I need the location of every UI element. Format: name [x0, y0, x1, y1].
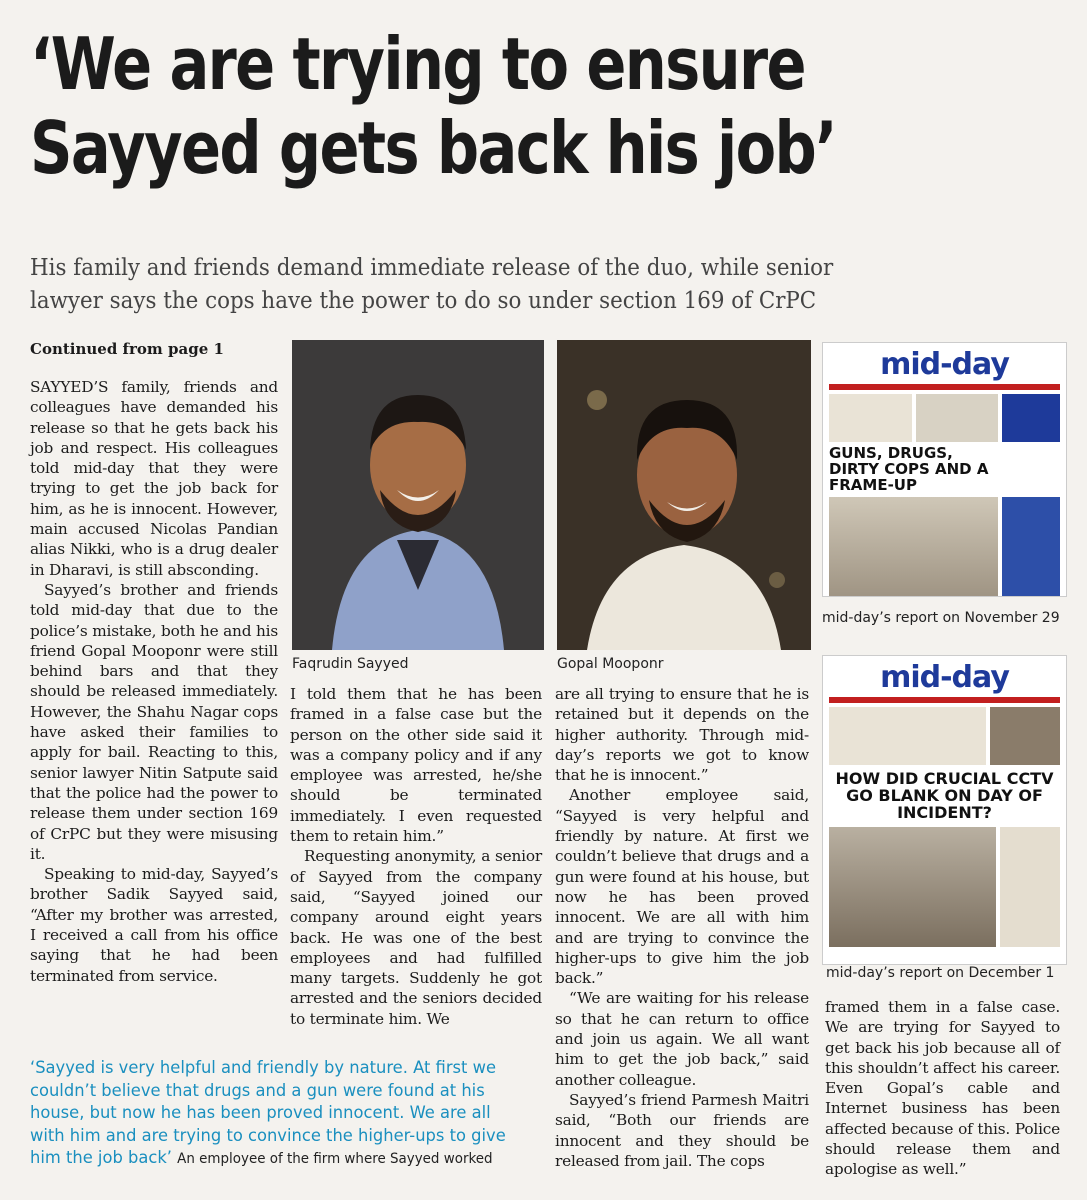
photo-gopal-mooponr	[557, 340, 811, 650]
article-column-2	[290, 684, 542, 1029]
clipping-headline: GUNS, DRUGS, DIRTY COPS AND A FRAME-UP	[829, 444, 989, 494]
headline	[30, 22, 875, 190]
clipping-caption-2: mid-day’s report on December 1	[826, 965, 1055, 981]
paragraph: “We are waiting for his release so that he can return to office and join us again. We all want him to get the job back,” said another colleague.	[555, 989, 809, 1089]
paragraph: I told them that he has been framed in a false case but the person on the other side said it was a company policy and if any employee was arrested, he/she should be terminated immediately. I even requested them to retain him.”	[290, 685, 542, 846]
continued-label: Continued from page 1	[30, 340, 224, 358]
paragraph: Requesting anonymity, a senior of Sayyed from the company said, “Sayyed joined our company around eight years back. He was one of the best employees and had fulfilled many targets. Suddenly he got arrested and the seniors decided to terminate him. We	[290, 847, 542, 1028]
photo-caption-1: Faqrudin Sayyed	[292, 656, 409, 672]
article-column-4	[825, 997, 1060, 1180]
deck-line-2: lawyer says the cops have the power to do so under section 169 of CrPC	[30, 288, 817, 314]
photo-caption-2: Gopal Mooponr	[557, 656, 664, 672]
pull-quote	[30, 1057, 510, 1171]
masthead: mid-day	[880, 347, 1009, 382]
newspaper-clipping-nov-29	[822, 342, 1067, 597]
paragraph: Another employee said, “Sayyed is very helpful and friendly by nature. At first we couldn’t believe that drugs and a gun were found at his house, but now he has been proved innocent. We are all with him and are trying to convince the higher-ups to give him the job back.”	[555, 786, 809, 988]
pull-quote-text: ‘Sayyed is very helpful and friendly by nature. At first we couldn’t believe that drugs and a gun were found at his house, but now he has been proved innocent. We are all with him and are trying to convince the higher-ups to give him the job back’	[30, 1058, 506, 1168]
deck	[30, 252, 997, 318]
headline-line-1: ‘We are trying to ensure	[30, 22, 805, 106]
pull-quote-attribution: An employee of the firm where Sayyed worked	[177, 1151, 493, 1167]
clipping-headline: HOW DID CRUCIAL CCTV GO BLANK ON DAY OF INCIDENT?	[835, 769, 1054, 822]
newspaper-clipping-dec-1	[822, 655, 1067, 965]
paragraph: Speaking to mid-day, Sayyed’s brother Sadik Sayyed said, “After my brother was arrested, I received a call from his office saying that he had been terminated from service.	[30, 865, 278, 985]
paragraph: SAYYED’S family, friends and colleagues have demanded his release so that he gets back his job and respect. His colleagues told mid-day that they were trying to get the job back for him, as he is innocent. However, main accused Nicolas Pandian alias Nikki, who is a drug dealer in Dharavi, is still absconding.	[30, 378, 278, 579]
deck-line-1: His family and friends demand immediate release of the duo, while senior	[30, 255, 834, 281]
article-column-1	[30, 377, 278, 986]
clipping-caption-1: mid-day’s report on November 29	[822, 610, 1060, 626]
headline-line-2: Sayyed gets back his job’	[30, 106, 836, 190]
paragraph: framed them in a false case. We are trying for Sayyed to get back his job because all of this shouldn’t affect his career. Even Gopal’s cable and Internet business has been affected because of this. Police should release them and apologise as well.”	[825, 998, 1060, 1179]
paragraph: Sayyed’s friend Parmesh Maitri said, “Both our friends are innocent and they should be released from jail. The cops	[555, 1090, 809, 1170]
paragraph: Sayyed’s brother and friends told mid-day that due to the police’s mistake, both he and his friend Gopal Mooponr were still behind bars and that they should be released immediately. However, the Shahu Nagar cops have asked their families to apply for bail. Reacting to this, senior lawyer Nitin Satpute said that the police had the power to release them under section 169 of CrPC but they were misusing it.	[30, 580, 278, 863]
photo-faqrudin-sayyed	[292, 340, 544, 650]
masthead: mid-day	[880, 660, 1009, 695]
paragraph: are all trying to ensure that he is retained but it depends on the higher authority. Through mid-day’s reports we got to know that he is innocent.”	[555, 685, 809, 785]
article-column-3	[555, 684, 809, 1171]
